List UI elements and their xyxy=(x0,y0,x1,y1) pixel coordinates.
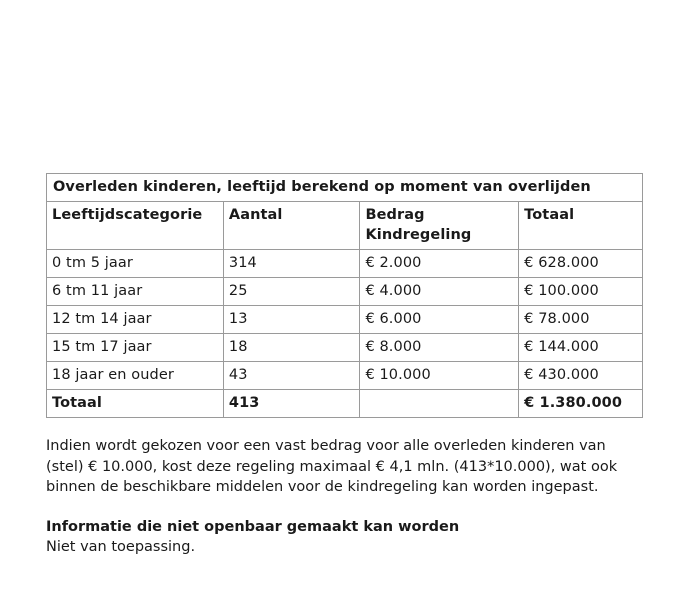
header-amount-line2: Kindregeling xyxy=(365,227,472,243)
paragraph-line-1: Indien wordt gekozen voor een vast bedrag voor alle overleden kinderen van xyxy=(46,438,606,454)
table-title-row xyxy=(47,174,643,202)
cell-amount: € 6.000 xyxy=(360,306,519,334)
deceased-children-table xyxy=(46,173,643,418)
cell-total: € 78.000 xyxy=(519,306,643,334)
section-heading: Informatie die niet openbaar gemaakt kan worden xyxy=(46,519,460,535)
section-text: Niet van toepassing. xyxy=(46,539,196,555)
cell-category: 12 tm 14 jaar xyxy=(47,306,224,334)
cell-category: 0 tm 5 jaar xyxy=(47,250,224,278)
table-row xyxy=(47,250,643,278)
cell-category: 18 jaar en ouder xyxy=(47,362,224,390)
total-label: Totaal xyxy=(47,390,224,418)
table-total-row xyxy=(47,390,643,418)
header-amount xyxy=(360,202,519,250)
cell-amount: € 10.000 xyxy=(360,362,519,390)
header-total: Totaal xyxy=(519,202,643,250)
cell-count: 314 xyxy=(223,250,360,278)
cell-total: € 430.000 xyxy=(519,362,643,390)
header-count: Aantal xyxy=(223,202,360,250)
cell-amount: € 2.000 xyxy=(360,250,519,278)
cell-category: 6 tm 11 jaar xyxy=(47,278,224,306)
table-title: Overleden kinderen, leeftijd berekend op moment van overlijden xyxy=(47,174,643,202)
cell-count: 25 xyxy=(223,278,360,306)
cell-total: € 100.000 xyxy=(519,278,643,306)
table-row xyxy=(47,362,643,390)
table-row xyxy=(47,278,643,306)
cell-count: 18 xyxy=(223,334,360,362)
table-row xyxy=(47,306,643,334)
cell-count: 13 xyxy=(223,306,360,334)
cell-category: 15 tm 17 jaar xyxy=(47,334,224,362)
table-header-row xyxy=(47,202,643,250)
cell-amount: € 8.000 xyxy=(360,334,519,362)
total-amount xyxy=(360,390,519,418)
cell-count: 43 xyxy=(223,362,360,390)
paragraph-line-2: (stel) € 10.000, kost deze regeling maximaal € 4,1 mln. (413*10.000), wat ook xyxy=(46,458,618,475)
total-count: 413 xyxy=(223,390,360,418)
cell-amount: € 4.000 xyxy=(360,278,519,306)
cell-total: € 144.000 xyxy=(519,334,643,362)
body-paragraph xyxy=(46,436,666,498)
table-row xyxy=(47,334,643,362)
header-amount-line1: Bedrag xyxy=(365,207,425,223)
total-total: € 1.380.000 xyxy=(519,390,643,418)
cell-total: € 628.000 xyxy=(519,250,643,278)
header-category: Leeftijdscategorie xyxy=(47,202,224,250)
paragraph-line-3: binnen de beschikbare middelen voor de kindregeling kan worden ingepast. xyxy=(46,479,599,495)
